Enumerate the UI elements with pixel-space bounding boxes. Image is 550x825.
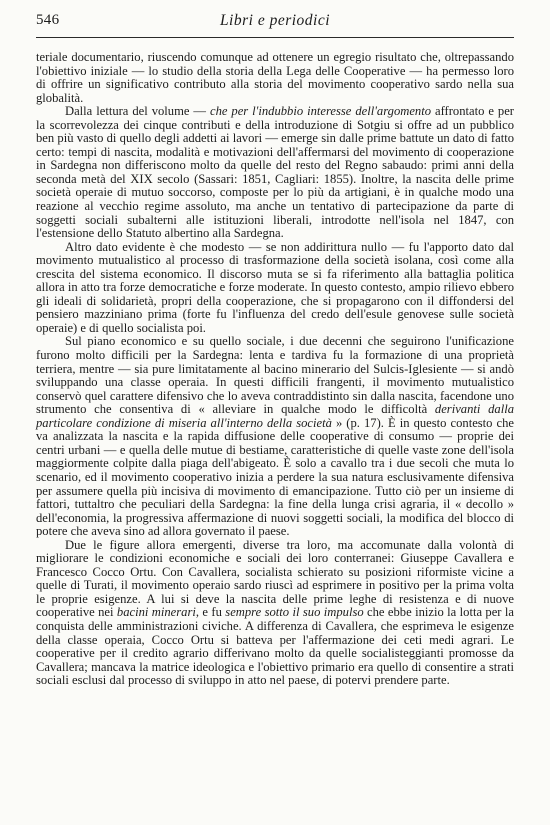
text-run: affrontato e per la scorrevolezza dei cinque contributi e della introduzione di Sotgiu si offre ad un pubblico ben più vasto di quello degli addetti ai lavori — emerge sin dalle prime battute un dato di fatto certo: tempi di nascita, modalità e motivazioni dell'affermarsi del movimento di cooperazione in Sardegna non differiscono molto da quelle del resto del Regno sabaudo: primi anni della seconda metà del XIX secolo (Sassari: 1851, Cagliari: 1855). Inoltre, la nascita delle prime società operaie di mutuo soccorso, composte per lo più da artigiani, è in qualche modo una reazione al vecchio regime assoluto, ma anche un tentativo di partecipazione da parte di soggetti sociali subalterni alle istituzioni liberali, introdotte nell'isola nel 1847, con l'estensione dello Statuto albertino alla Sardegna. — [36, 104, 514, 241]
text-run: Altro dato evidente è che modesto — se non addirittura nullo — fu l'apporto dato dal movimento mutualistico al processo di trasformazione della società isolana, così come alla crescita del sistema economico. Il discorso muta se si fa riferimento alla battaglia politica allora in atto tra forze democratiche e forze moderate. In questo contesto, ampio rilievo ebbero gli ideali di solidarietà, propri della cooperazione, che si propagarono con il diffondersi del pensiero mazziniano prima (forte fu l'influenza del credo dell'esule genovese sulle società operaie) e di quello socialista poi. — [36, 239, 514, 335]
article-body — [36, 51, 514, 688]
italic-text: sempre sotto il suo impulso — [225, 605, 364, 620]
text-run: che ebbe inizio la lotta per la conquista delle amministrazioni civiche. A differenza di Cavallera, che esprimeva le esigenze della classe operaia, Cocco Ortu si batteva per l'affermazione dei ceti medi agrari. Le cooperative per il credito agrario differivano molto da quelle socialisteggianti promosse da Cavallera; mancava la matrice ideologica e l'obiettivo primario era quello di consentire a strati sociali esclusi dal processo di sviluppo in atto nel paese, di potervi prendere parte. — [36, 605, 514, 688]
paragraph — [36, 335, 514, 538]
text-run: teriale documentario, riuscendo comunque ad ottenere un egregio risultato che, oltrepassando l'obiettivo iniziale — lo studio della storia della Lega delle Cooperative — ha permesso loro di offrire un significativo contributo alla storia del movimento cooperativo sardo nella sua globalità. — [36, 50, 514, 105]
page-number: 546 — [36, 12, 60, 28]
text-run: Sul piano economico e su quello sociale, i due decenni che seguirono l'unificazione furono molto difficili per la Sardegna: lenta e tardiva fu la formazione di una proprietà terriera, mentre — sia pure limitatamente al bacino minerario del Sulcis-Iglesiente — si andò sviluppando una classe operaia. In questi difficili frangenti, il movimento mutualistico conservò quel carattere difensivo che lo aveva contraddistinto sin dalla nascita, facendone uno strumento che consentiva di « alleviare in qualche modo le difficoltà — [36, 334, 514, 417]
paragraph — [36, 51, 514, 105]
italic-text: bacini minerari — [116, 605, 196, 620]
italic-text: che per l'indubbio interesse dell'argomento — [209, 104, 432, 119]
paragraph — [36, 241, 514, 336]
header-rule — [36, 37, 514, 38]
paragraph — [36, 105, 514, 240]
paragraph — [36, 539, 514, 688]
italic-text: derivanti dalla particolare condizione di miseria all'interno della società — [36, 402, 514, 430]
text-run: , e fu — [195, 605, 226, 620]
running-head: Libri e periodici — [219, 12, 331, 29]
text-run: » (p. 17). È in questo contesto che va analizzata la nascita e la rapida diffusione delle cooperative di consumo — proprie dei centri urbani — e quella delle mutue di bestiame, caratteristiche di quelle vaste zone dell'isola maggiormente colpite dalla piaga dell'abigeato. È solo a cavallo tra i due secoli che muta lo scenario, ed il movimento cooperativo inizia a perdere la sua natura esclusivamente difensiva per assumere quella più incisiva di movimento di emancipazione. Tutto ciò per un insieme di fattori, tuttaltro che peculiari della Sardegna: la fine della lunga crisi agraria, il « decollo » dell'economia, la progressiva affermazione di nuovi soggetti sociali, la modifica del blocco di potere che aveva sino ad allora governato il paese. — [36, 415, 515, 539]
page-header — [36, 10, 514, 32]
text-run: Dalla lettura del volume — — [65, 104, 210, 119]
text-run: Due le figure allora emergenti, diverse tra loro, ma accomunate dalla volontà di migliorare le condizioni economiche e sociali dei loro conterranei: Giuseppe Cavallera e Francesco Cocco Ortu. Con Cavallera, socialista schierato su posizioni riformiste vicine a quelle di Turati, il movimento operaio sardo riuscì ad esprimere in positivo per la prima volta le proprie esigenze. A lui si deve la nascita delle prime leghe di resistenza e di nuove cooperative nei — [36, 537, 514, 620]
